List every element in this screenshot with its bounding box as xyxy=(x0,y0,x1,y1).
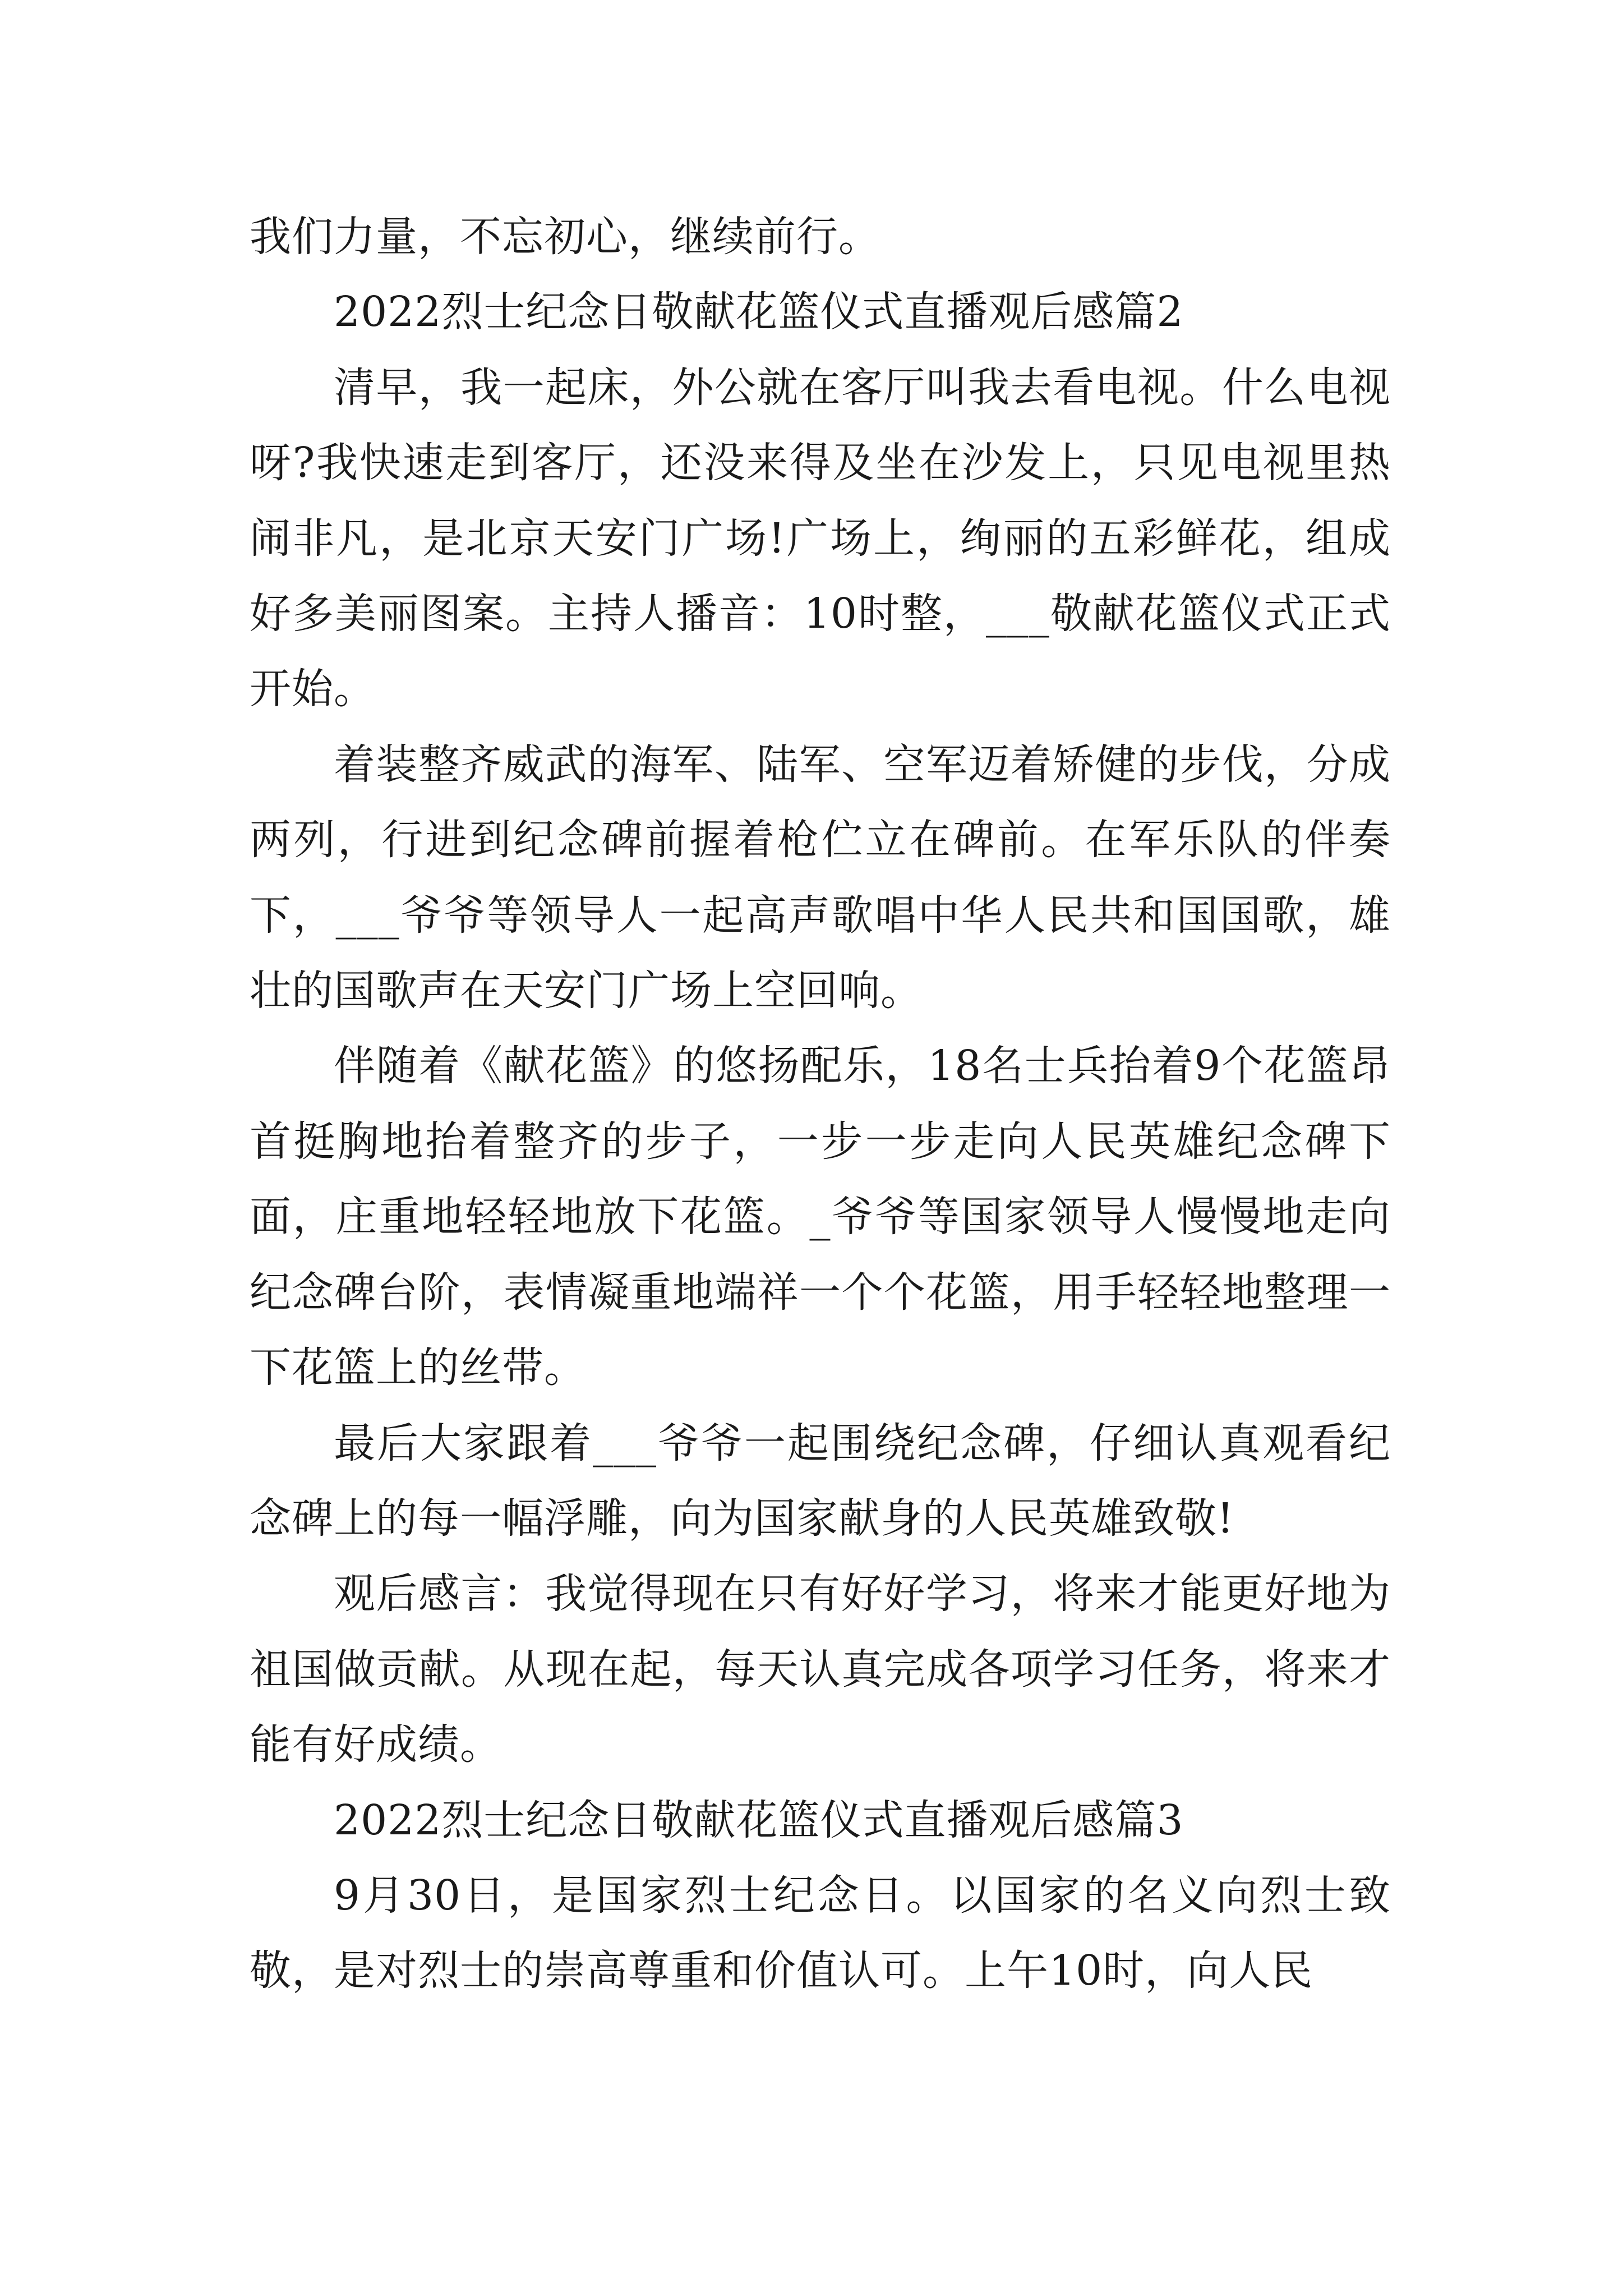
paragraph-martyrs-day: 9月30日，是国家烈士纪念日。以国家的名义向烈士致敬，是对烈士的崇高尊重和价值认可。上午10时，向人民 xyxy=(250,1871,1391,1995)
section-heading-3: 2022烈士纪念日敬献花篮仪式直播观后感篇3 xyxy=(334,1796,1184,1844)
paragraph-reflection: 观后感言：我觉得现在只有好好学习，将来才能更好地为祖国做贡献。从现在起，每天认真完成各项学习任务，将来才能有好成绩。 xyxy=(250,1570,1391,1769)
paragraph-flower-baskets: 伴随着《献花篮》的悠扬配乐，18名士兵抬着9个花篮昂首挺胸地抬着整齐的步子，一步一步走向人民英雄纪念碑下面，庄重地轻轻地放下花篮。_爷爷等国家领导人慢慢地走向纪念碑台阶，表情凝重地端祥一个个花篮，用手轻轻地整理一下花篮上的丝带。 xyxy=(250,1042,1391,1392)
paragraph-soldiers-march: 着装整齐威武的海军、陆军、空军迈着矫健的步伐，分成两列，行进到纪念碑前握着枪伫立在碑前。在军乐队的伴奏下，___爷爷等领导人一起高声歌唱中华人民共和国国歌，雄壮的国歌声在天安门广场上空回响。 xyxy=(250,740,1391,1015)
paragraph-monument-tour: 最后大家跟着___爷爷一起围绕纪念碑，仔细认真观看纪念碑上的每一幅浮雕，向为国家献身的人民英雄致敬! xyxy=(250,1419,1391,1543)
section-heading-2: 2022烈士纪念日敬献花篮仪式直播观后感篇2 xyxy=(334,288,1184,337)
paragraph-continuation: 我们力量，不忘初心，继续前行。 xyxy=(250,213,880,261)
document-body xyxy=(250,199,1391,2009)
paragraph-morning-tv: 清早，我一起床，外公就在客厅叫我去看电视。什么电视呀?我快速走到客厅，还没来得及坐在沙发上，只见电视里热闹非凡，是北京天安门广场!广场上，绚丽的五彩鲜花，组成好多美丽图案。主持人播音：10时整，___敬献花篮仪式正式开始。 xyxy=(250,363,1391,714)
